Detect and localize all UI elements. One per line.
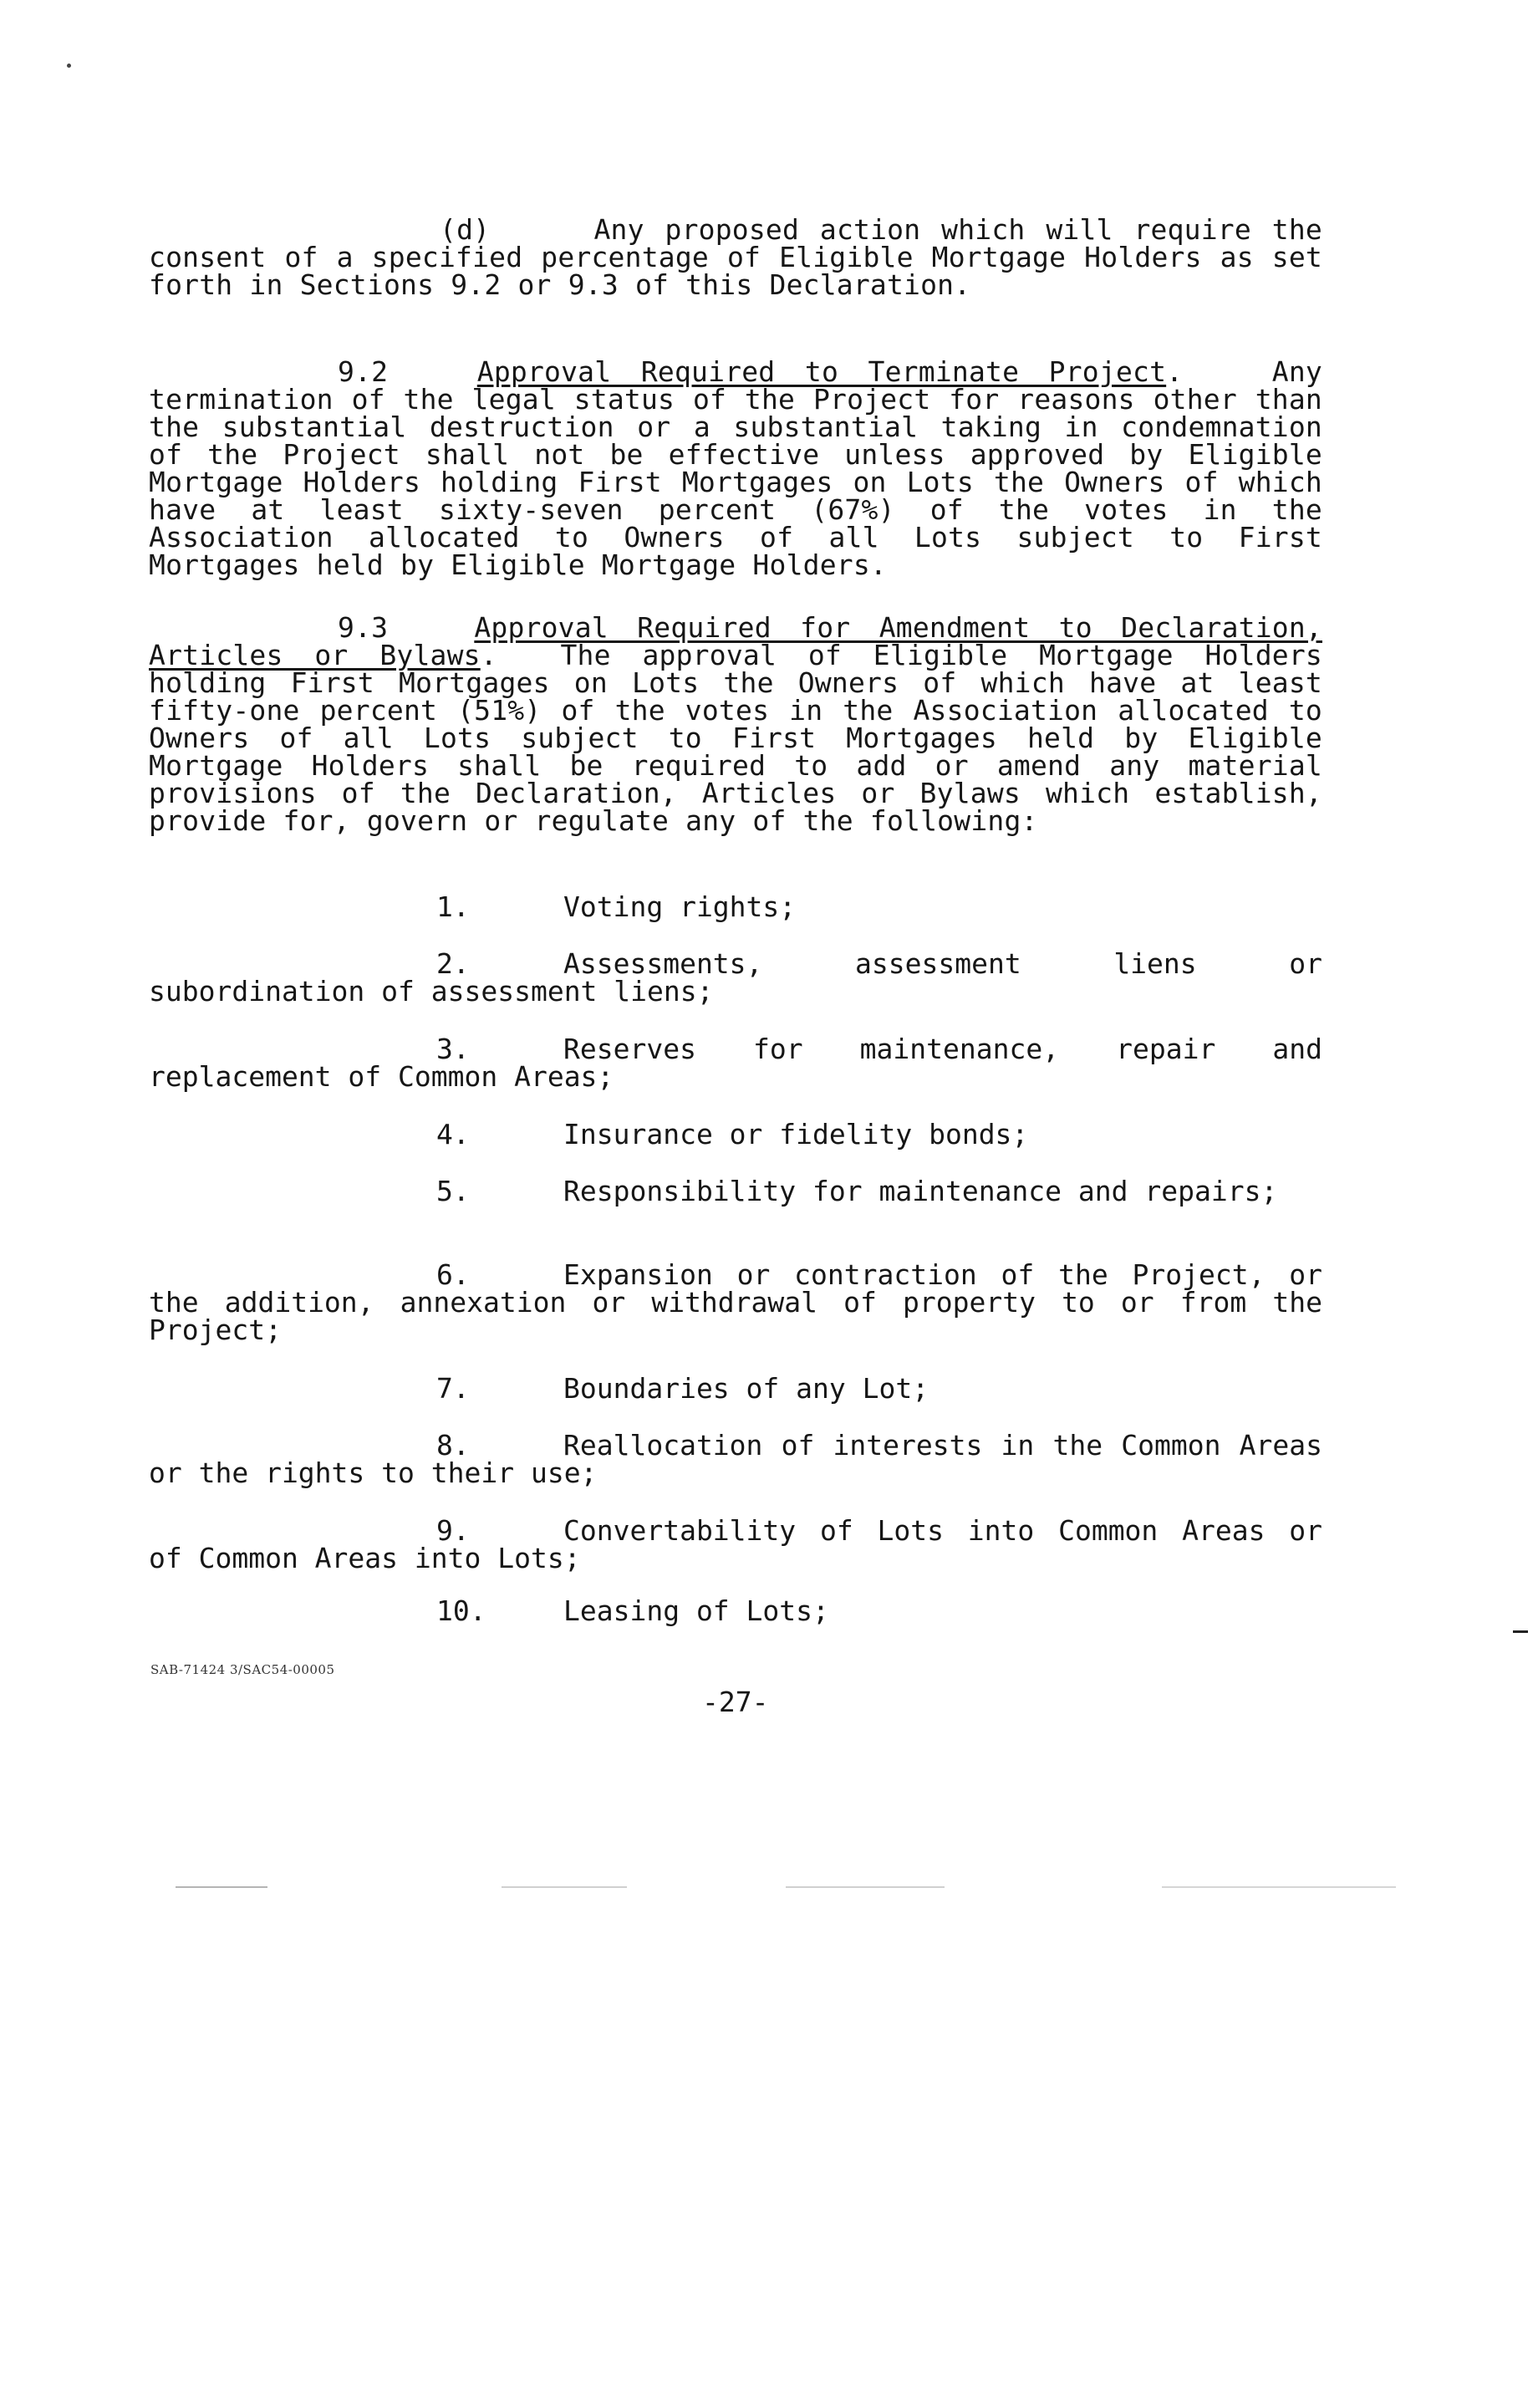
list-item-text: Insurance or fidelity bonds; bbox=[563, 1118, 1029, 1150]
list-item-number: 9. bbox=[436, 1514, 470, 1547]
scan-artifact bbox=[786, 1886, 945, 1888]
scan-artifact bbox=[176, 1886, 267, 1888]
list-item-number: 2. bbox=[436, 947, 470, 980]
margin-mark bbox=[1513, 1630, 1528, 1633]
section-9-3-text: The approval of Eligible Mortgage Holders holding First Mortgages on Lots the Owners of which have at least fifty-one percent (51%) of the votes in the Association allocated to Owners of all Lots subject to First Mortgages held by Eligible Mortgage Holders shall be required to add or amend any material provisions of the Declaration, Articles or Bylaws which establish, provide for, govern or regulate any of the following: bbox=[149, 639, 1323, 837]
section-9-3-heading-1: Approval Required for Amendment to Declaration, bbox=[474, 611, 1322, 644]
section-9-3-heading-2: Articles or Bylaws bbox=[149, 639, 481, 671]
list-item-text: Assessments, assessment liens or subordination of assessment liens; bbox=[149, 947, 1322, 1008]
list-item-text: Voting rights; bbox=[563, 890, 797, 923]
list-item-number: 8. bbox=[436, 1429, 470, 1462]
list-item-text: Responsibility for maintenance and repairs; bbox=[563, 1175, 1278, 1207]
list-item-number: 5. bbox=[436, 1175, 470, 1207]
section-9-3: 9.3 Approval Required for Amendment to Declaration, Articles or Bylaws. The approval of Eligible Mortgage Holders holding First Mortgages on Lots the Owners of which have at least fifty-one percent (51%) of the votes in the Association allocated to Owners of all Lots subject to First Mortgages held by Eligible Mortgage Holders shall be required to add or amend any material provisions of the Declaration, Articles or Bylaws which establish, provide for, govern or regulate any of the following: bbox=[149, 611, 1323, 837]
list-item bbox=[149, 1514, 1322, 1574]
list-item-number: 10. bbox=[436, 1594, 486, 1627]
list-item bbox=[149, 1372, 1322, 1405]
scan-artifact bbox=[502, 1886, 627, 1888]
list-item-text: Boundaries of any Lot; bbox=[563, 1372, 929, 1405]
list-item-number: 3. bbox=[436, 1033, 470, 1065]
section-9-2-text: Any termination of the legal status of the Project for reasons other than the substantial destruction or a substantial taking in condemnation of the Project shall not be effective unless approved by Eligible Mortgage Holders holding First Mortgages on Lots the Owners of which have at least sixty-seven percent (67%) of the votes in the Association allocated to Owners of all Lots subject to First Mortgages held by Eligible Mortgage Holders. bbox=[149, 355, 1322, 581]
scan-artifact bbox=[1162, 1886, 1396, 1888]
list-item bbox=[149, 1177, 1322, 1205]
list-item bbox=[149, 1258, 1322, 1346]
list-item-text: Reallocation of interests in the Common Areas or the rights to their use; bbox=[149, 1429, 1322, 1489]
paragraph-d-rest: consent of a specified percentage of Eligible Mortgage Holders as set forth in Sections 9.2 or 9.3 of this Declaration. bbox=[149, 241, 1322, 301]
list-item-number: 1. bbox=[436, 890, 470, 923]
list-item-text: Convertability of Lots into Common Areas or of Common Areas into Lots; bbox=[149, 1514, 1322, 1574]
list-item-number: 6. bbox=[436, 1258, 470, 1291]
paragraph-d bbox=[149, 213, 1322, 301]
section-9-2-heading: Approval Required to Terminate Project bbox=[476, 355, 1167, 388]
document-code: SAB-71424 3/SAC54-00005 bbox=[150, 1662, 335, 1677]
list-item bbox=[149, 1120, 1322, 1148]
list-item-number: 7. bbox=[436, 1372, 470, 1405]
list-item bbox=[149, 890, 1322, 923]
section-9-2: 9.2 Approval Required to Terminate Project. Any termination of the legal status of the Project for reasons other than the substantial destruction or a substantial taking in condemnation of the Project shall not be effective unless approved by Eligible Mortgage Holders holding First Mortgages on Lots the Owners of which have at least sixty-seven percent (67%) of the votes in the Association allocated to Owners of all Lots subject to First Mortgages held by Eligible Mortgage Holders. bbox=[149, 355, 1322, 581]
scan-speck bbox=[67, 64, 71, 68]
list-item-text: Leasing of Lots; bbox=[563, 1594, 829, 1627]
list-item bbox=[149, 1431, 1322, 1487]
list-item bbox=[149, 947, 1322, 1008]
list-item bbox=[149, 1594, 1322, 1627]
list-item bbox=[149, 1033, 1322, 1093]
section-9-3-number: 9.3 bbox=[338, 611, 389, 644]
section-9-2-number: 9.2 bbox=[338, 355, 389, 388]
list-item-text: Reserves for maintenance, repair and replacement of Common Areas; bbox=[149, 1033, 1322, 1093]
list-item-text: Expansion or contraction of the Project, or the addition, annexation or withdrawal of property to or from the Project; bbox=[149, 1258, 1322, 1346]
list-item-number: 4. bbox=[436, 1118, 470, 1150]
paragraph-d-lead: (d) Any proposed action which will require the bbox=[440, 213, 1322, 246]
page-number: -27- bbox=[702, 1686, 769, 1718]
